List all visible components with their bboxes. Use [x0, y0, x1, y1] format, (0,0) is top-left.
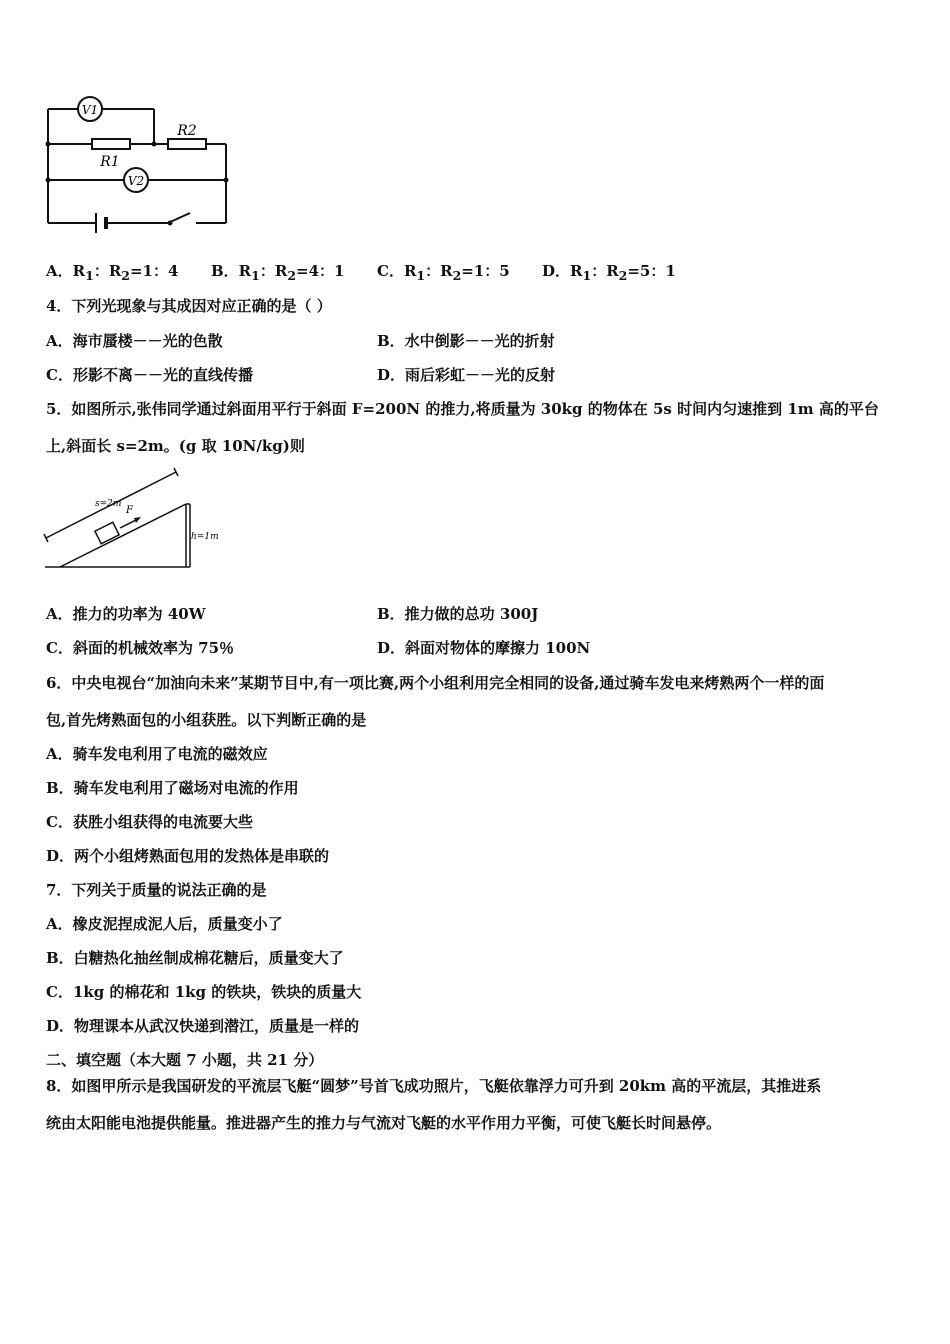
q5-option-d: D．斜面对物体的摩擦力 100N	[377, 639, 591, 657]
q6-stem-line2: 包,首先烤熟面包的小组获胜。以下判断正确的是	[46, 711, 367, 729]
q5-option-b: B．推力做的总功 300J	[377, 605, 539, 623]
q3-option-a: A．$R_1$：$R_2=1$：4	[46, 262, 179, 283]
q7-option-d: D．物理课本从武汉快递到潜江，质量是一样的	[46, 1017, 360, 1035]
incline-diagram	[40, 466, 230, 574]
q3-option-c: C．$R_1$：$R_2=1$：5	[377, 262, 510, 283]
section-2-heading: 二、填空题（本大题 7 小题，共 21 分）	[46, 1051, 324, 1069]
r2-label: R2	[177, 123, 197, 139]
q4-option-b: B．水中倒影－－光的折射	[377, 332, 555, 350]
q6-option-c: C．获胜小组获得的电流要大些	[46, 813, 253, 831]
v2-label: V2	[127, 174, 145, 188]
q6-option-b: B．骑车发电利用了磁场对电流的作用	[46, 779, 299, 797]
incline-s-label: s=2m	[95, 499, 122, 509]
q7-option-a: A．橡皮泥捏成泥人后，质量变小了	[46, 915, 283, 933]
q7-stem: 7．下列关于质量的说法正确的是	[46, 881, 267, 899]
circuit-diagram	[40, 95, 240, 240]
q4-option-a: A．海市蜃楼－－光的色散	[46, 332, 223, 350]
incline-f-label: F	[126, 505, 133, 516]
q6-option-d: D．两个小组烤熟面包用的发热体是串联的	[46, 847, 330, 865]
v1-label: V1	[81, 103, 99, 117]
q3-option-b: B．$R_1$：$R_2=4$：1	[211, 262, 345, 283]
q4-option-c: C．形影不离－－光的直线传播	[46, 366, 253, 384]
q4-option-d: D．雨后彩虹－－光的反射	[377, 366, 556, 384]
q5-option-c: C．斜面的机械效率为 75％	[46, 639, 235, 657]
incline-h-label: h=1m	[191, 532, 219, 542]
q7-option-b: B．白糖热化抽丝制成棉花糖后，质量变大了	[46, 949, 344, 967]
q6-option-a: A．骑车发电利用了电流的磁效应	[46, 745, 268, 763]
q8-stem-line1: 8．如图甲所示是我国研发的平流层飞艇“圆梦”号首飞成功照片，飞艇依靠浮力可升到 20km 高的平流层，其推进系	[46, 1077, 822, 1095]
q5-stem-line2: 上,斜面长 s=2m。(g 取 10N/kg)则	[46, 437, 305, 455]
r1-label: R1	[100, 154, 120, 170]
q3-option-d: D．$R_1$：$R_2=5$：1	[542, 262, 676, 283]
q5-option-a: A．推力的功率为 40W	[46, 605, 206, 623]
q6-stem-line1: 6．中央电视台“加油向未来”某期节目中,有一项比赛,两个小组利用完全相同的设备,通过骑车发电来烤熟两个一样的面	[46, 674, 825, 692]
q7-option-c: C．1kg 的棉花和 1kg 的铁块，铁块的质量大	[46, 983, 362, 1001]
q8-stem-line2: 统由太阳能电池提供能量。推进器产生的推力与气流对飞艇的水平作用力平衡，可使飞艇长时间悬停。	[46, 1114, 722, 1132]
q5-stem-line1: 5．如图所示,张伟同学通过斜面用平行于斜面 F=200N 的推力,将质量为 30kg 的物体在 5s 时间内匀速推到 1m 高的平台	[46, 400, 879, 418]
q4-stem: 4．下列光现象与其成因对应正确的是（ ）	[46, 297, 332, 315]
